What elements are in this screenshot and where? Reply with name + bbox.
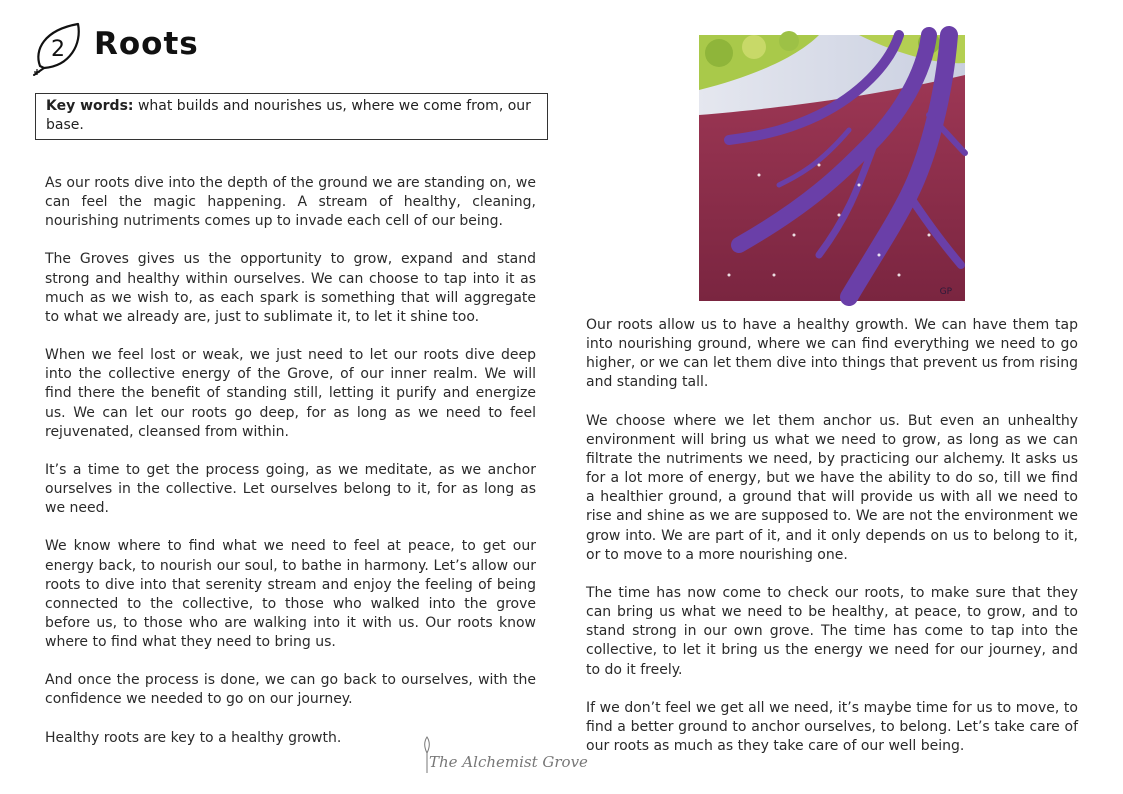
- logo-text: The Alchemist Grove: [429, 753, 588, 771]
- left-column: [45, 174, 536, 767]
- tree-roots-illustration: [699, 35, 965, 301]
- paragraph: As our roots dive into the depth of the ground we are standing on, we can feel the magic happening. A stream of healthy, cleaning, nourishing nutriments comes up to invade each cell of our being.: [45, 175, 536, 230]
- paragraph: Healthy roots are key to a healthy growth.: [45, 729, 342, 746]
- paragraph: It’s a time to get the process going, as we meditate, as we anchor ourselves in the collective. Let ourselves belong to it, for as long as we need.: [45, 461, 536, 517]
- paragraph: We know where to find what we need to feel at peace, to get our energy back, to nourish our soul, to bathe in harmony. Let’s allow our roots to dive into that serenity stream and enjoy the feeling of being connected to the collective, to those who walked into the grove before us, to those who are walking into it with us. Our roots know where to find what they need to bring us.: [45, 538, 536, 651]
- paragraph: When we feel lost or weak, we just need to let our roots dive deep into the collective energy of the Grove, of our inner realm. We will find there the benefit of standing still, letting it purify and energize us. We can let our roots go deep, for as long as we need to feel rejuvenated, cleansed from within.: [45, 347, 536, 440]
- paragraph: If we don’t feel we get all we need, it’s maybe time for us to move, to find a better ground to anchor ourselves, to belong. Let’s take care of our roots as much as they take care of our well being.: [586, 699, 1078, 754]
- keywords-text: what builds and nourishes us, where we come from, our base.: [46, 98, 531, 133]
- paragraph: The Groves gives us the opportunity to grow, expand and stand strong and healthy within ourselves. We can choose to tap into it as much as we wish to, as each spark is something that will aggregate to what we already are, just to sublimate it, to let it shine too.: [45, 251, 536, 325]
- alchemist-grove-logo: [415, 733, 588, 777]
- page-title: Roots: [94, 26, 199, 62]
- right-column: [586, 316, 1078, 775]
- paragraph: We choose where we let them anchor us. But even an unhealthy environment will bring us what we need to grow, as long as we can filtrate the nutriments we need, by practicing our alchemy. It asks us for a lot more of energy, but we have the ability to do so, till we find a healthier ground, a ground that will provide us with all we need to rise and shine as we are supposed to. We are not the environment we grow into. We are part of it, and it only depends on us to belong to it, or to move to a more nourishing one.: [586, 412, 1078, 563]
- keywords-box: [35, 93, 548, 140]
- chapter-number: 2: [51, 37, 65, 62]
- leaf-number-icon: [30, 20, 86, 76]
- paragraph: The time has now come to check our roots, to make sure that they can bring us what we need to be healthy, at peace, to grow, and to stand strong in our own grove. The time has come to tap into the collective, to let it bring us the energy we need for our journey, and to do it freely.: [586, 584, 1078, 678]
- paragraph: And once the process is done, we can go back to ourselves, with the confidence we needed to go on our journey.: [45, 672, 536, 708]
- keywords-label: Key words:: [46, 98, 134, 114]
- illustration-signature: GP: [939, 287, 952, 297]
- paragraph: Our roots allow us to have a healthy growth. We can have them tap into nourishing ground, where we can find everything we need to go higher, or we can let them dive into things that prevent us from rising and standing tall.: [586, 317, 1078, 391]
